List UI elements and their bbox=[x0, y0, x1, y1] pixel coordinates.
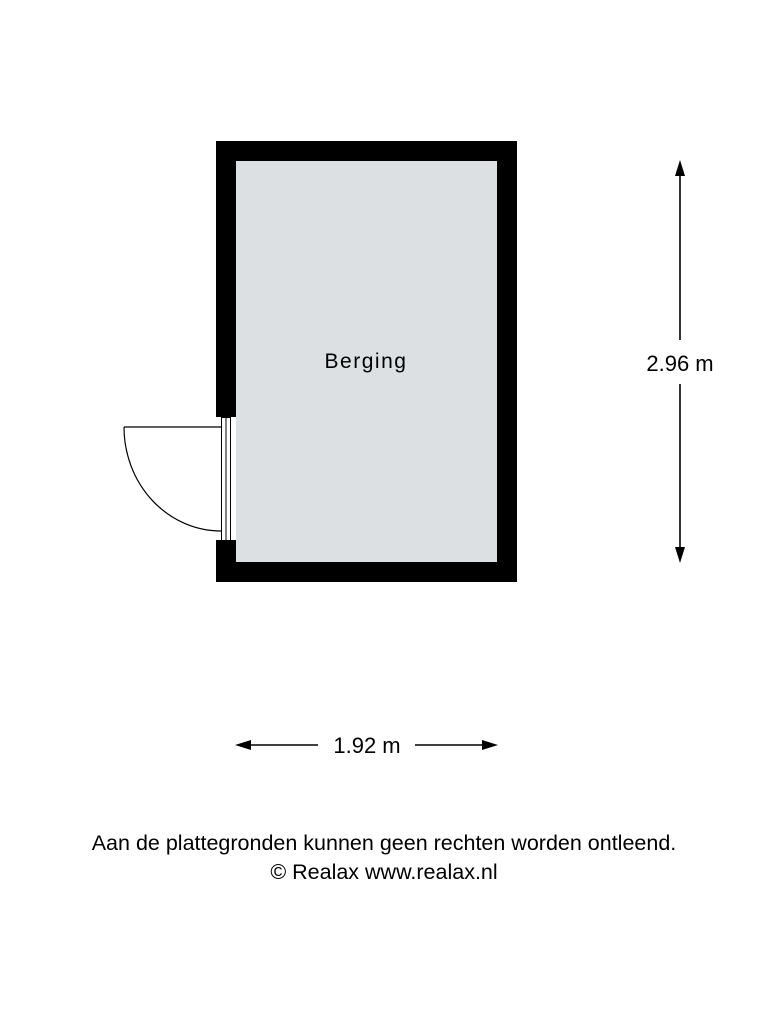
arrow-up-icon bbox=[675, 160, 685, 176]
wall-left-lower bbox=[216, 540, 236, 582]
arrow-down-icon bbox=[675, 547, 685, 563]
wall-right bbox=[497, 141, 517, 582]
disclaimer-text: Aan de plattegronden kunnen geen rechten worden ontleend. bbox=[91, 831, 677, 855]
height-dimension-label: 2.96 m bbox=[646, 351, 714, 376]
arrow-right-icon bbox=[482, 740, 498, 750]
room-label: Berging bbox=[324, 350, 408, 373]
arrow-left-icon bbox=[235, 740, 251, 750]
width-dimension-label: 1.92 m bbox=[333, 733, 401, 758]
wall-top bbox=[216, 141, 517, 161]
wall-bottom bbox=[216, 562, 517, 582]
door-frame bbox=[222, 418, 231, 541]
door-swing bbox=[124, 427, 221, 531]
copyright-text: © Realax www.realax.nl bbox=[270, 860, 498, 884]
wall-left-upper bbox=[216, 141, 236, 417]
